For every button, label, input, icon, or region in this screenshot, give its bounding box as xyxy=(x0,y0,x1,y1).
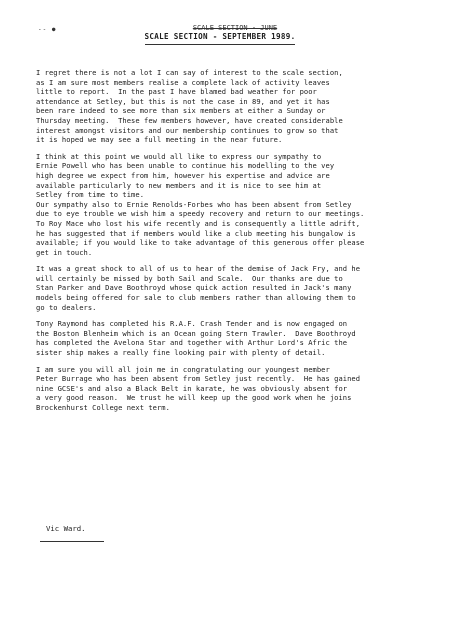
struck-heading: SCALE SECTION - JUNE xyxy=(192,24,278,32)
paragraph-jack-fry: It was a great shock to all of us to hear of the demise of Jack Fry, and he will certainly be missed by both Sail and Scale. Our thanks are due to Stan Parker and Dave Boothroyd whose quick action resulted in Jack's many models being offered for sale to club members rather than allowing them to go to dealers. xyxy=(36,264,361,312)
paragraph-congratulations: I am sure you will all join me in congratulating our youngest member Peter Burrage who has been absent from Setley just recently. He has gained nine GCSE's and also a Black Belt in karate, he was obviously absent for a very good reason. We trust he will keep up the good work when he joins Brockenhurst College next term. xyxy=(36,364,361,412)
title-underline xyxy=(145,44,295,45)
signature-underline xyxy=(40,541,104,542)
paragraph-models: Tony Raymond has completed his R.A.F. Crash Tender and is now engaged on the Boston Blenheim which is an Ocean going Stern Trawler. Dave Boothroyd has completed the Avelona Star and together with Arthur Lord's Afric the sister ship makes a really fine looking pair with plenty of detail. xyxy=(36,319,356,358)
body-text xyxy=(36,68,426,420)
paragraph-sympathy: I think at this point we would all like to express our sympathy to Ernie Powell who has been unable to continue his modelling to the vey high degree we expect from him, however his expertise and advice are available particularly to new members and it is nice to see him at Setley from time to time. Our sympathy also to Ernie Renolds-Forbes who has been absent from Setley due to eye trouble we wish him a speedy recovery and return to our meetings. To Roy Mace who lost his wife recently and is consequently a little adrift, he has suggested that if members would like a club meeting his bungalow is available; if you would like to take advantage of this generous offer please get in touch. xyxy=(36,151,365,257)
heading-block xyxy=(120,24,320,45)
signature: Vic Ward. xyxy=(46,524,86,533)
margin-mark: -- ● xyxy=(38,26,57,33)
paragraph-intro: I regret there is not a lot I can say of interest to the scale section, as I am sure most members realise a complete lack of activity leaves little to report. In the past I have blamed bad weather for poor attendance at Setley, but this is not the case in 89, and yet it has been rare indeed to see more than six members at either a Sunday or Thursday meeting. These few members however, have created considerable interest amongst visitors and our membership continues to grow so that it is hoped we may see a full meeting in the near future. xyxy=(36,68,343,145)
page-title: SCALE SECTION - SEPTEMBER 1989. xyxy=(144,32,296,41)
